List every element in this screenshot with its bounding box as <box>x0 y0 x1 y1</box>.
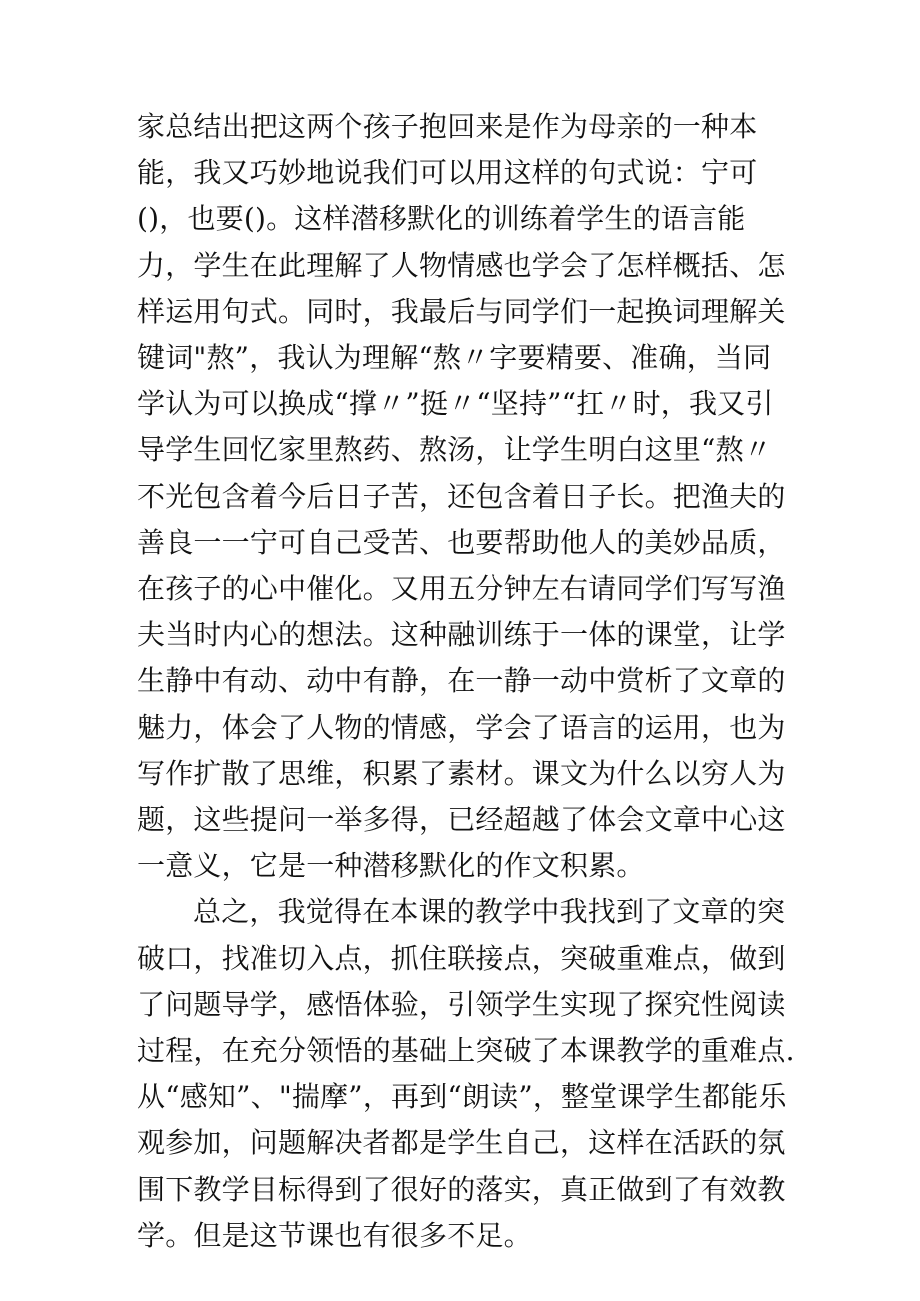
document-body <box>137 104 797 1259</box>
paragraph-2: 总之，我觉得在本课的教学中我找到了文章的突破口，找准切入点，抓住联接点，突破重难点，做到了问题导学，感悟体验，引领学生实现了探究性阅读过程，在充分领悟的基础上突破了本课教学的重难点.从“感知”、"揣摩”，再到“朗读”，整堂课学生都能乐观参加，问题解决者都是学生自己，这样在活跃的氛围下教学目标得到了很好的落实，真正做到了有效教学。但是这节课也有很多不足。 <box>137 895 795 1252</box>
paragraph-1: 家总结出把这两个孩子抱回来是作为母亲的一种本能，我又巧妙地说我们可以用这样的句式说：宁可()，也要()。这样潜移默化的训练着学生的语言能力，学生在此理解了人物情感也学会了怎样概括、怎样运用句式。同时，我最后与同学们一起换词理解关键词"熬”，我认为理解“熬〃字要精要、准确，当同学认为可以换成“撑〃”挺〃“坚持”“扛〃时，我又引导学生回忆家里熬药、熬汤，让学生明白这里“熬〃不光包含着今后日子苦，还包含着日子长。把渔夫的善良一一宁可自己受苦、也要帮助他人的美妙品质，在孩子的心中催化。又用五分钟左右请同学们写写渔夫当时内心的想法。这种融训练于一体的课堂，让学生静中有动、动中有静，在一静一动中赏析了文章的魅力，体会了人物的情感，学会了语言的运用，也为写作扩散了思维，积累了素材。课文为什么以穷人为题，这些提问一举多得，已经超越了体会文章中心这一意义，它是一种潜移默化的作文积累。 <box>137 110 786 883</box>
